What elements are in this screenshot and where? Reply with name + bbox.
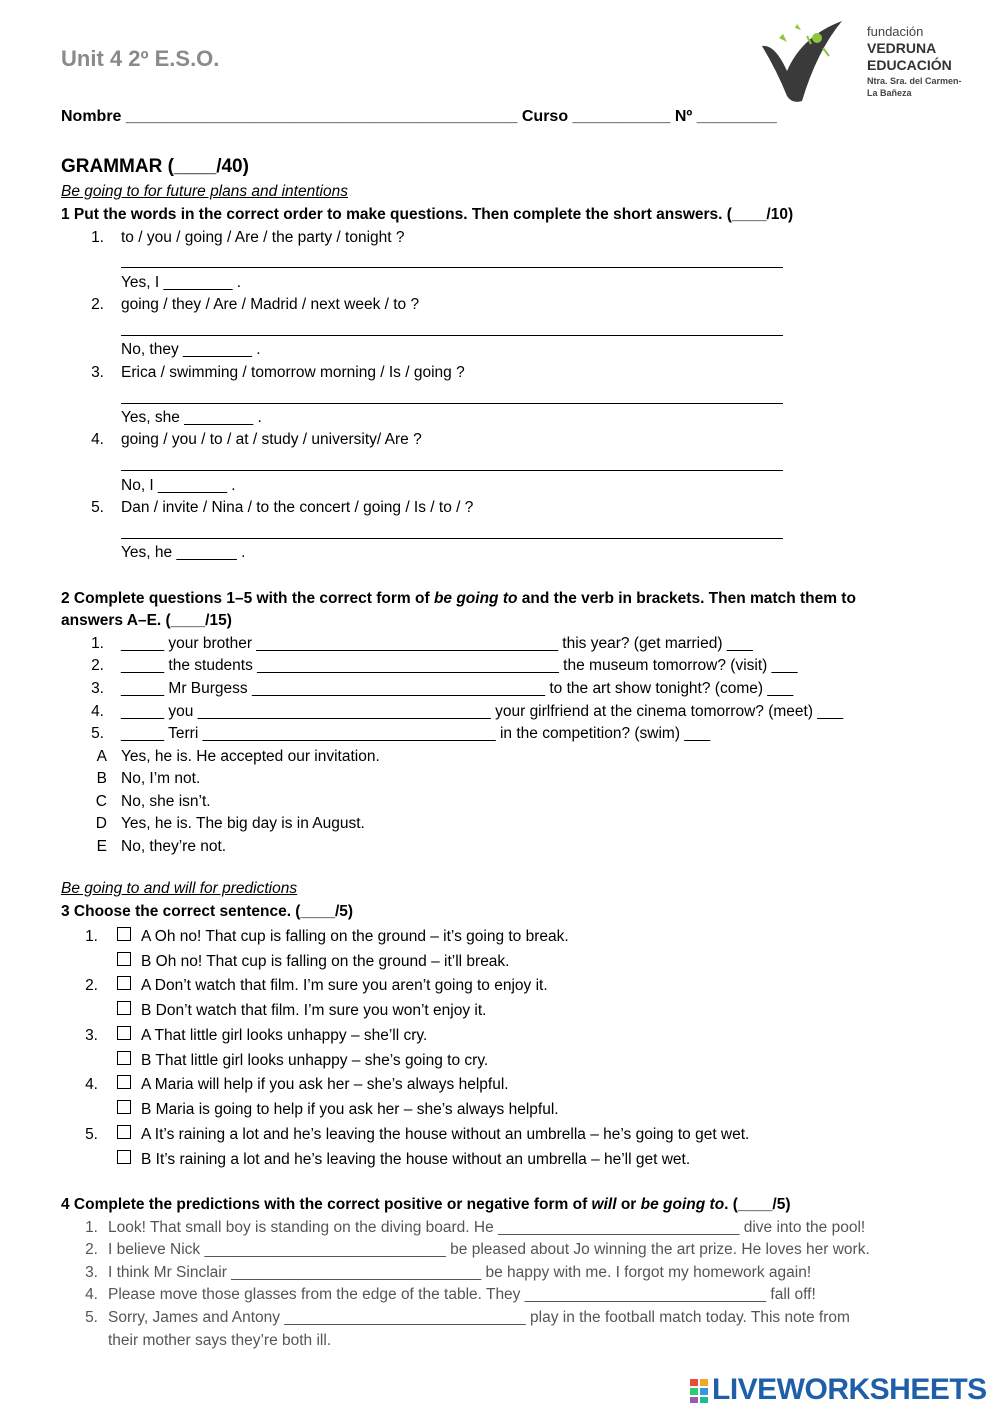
- answer-line[interactable]: [121, 470, 783, 471]
- option-b: B That little girl looks unhappy – she’s going to cry.: [141, 1052, 489, 1069]
- short-answer[interactable]: No, they ________ .: [121, 341, 261, 358]
- option-b: B Oh no! That cup is falling on the ground – it’ll break.: [141, 953, 510, 970]
- short-answer[interactable]: Yes, she ________ .: [121, 409, 262, 426]
- option-a: A Maria will help if you ask her – she’s always helpful.: [141, 1076, 509, 1093]
- option-a: A Don’t watch that film. I’m sure you aren’t going to enjoy it.: [141, 977, 548, 994]
- answer-letter: E: [96, 838, 107, 855]
- unit-title: Unit 4 2º E.S.O.: [61, 46, 220, 71]
- item-number: 4.: [91, 431, 104, 448]
- answer-letter: B: [96, 770, 107, 787]
- checkbox[interactable]: [117, 1026, 131, 1040]
- answer-option: Yes, he is. He accepted our invitation.: [121, 748, 380, 765]
- item-number: 2.: [85, 977, 98, 994]
- short-answer[interactable]: No, I ________ .: [121, 477, 236, 494]
- answer-letter: A: [96, 748, 107, 765]
- item-number: 1.: [91, 635, 104, 652]
- logo-line-4: Ntra. Sra. del Carmen-: [867, 76, 962, 86]
- answer-option: No, I’m not.: [121, 770, 201, 787]
- item-number: 2.: [91, 657, 104, 674]
- short-answer[interactable]: Yes, he _______ .: [121, 544, 246, 561]
- item-prompt: going / they / Are / Madrid / next week / to ?: [121, 296, 420, 313]
- option-b: B It’s raining a lot and he’s leaving the house without an umbrella – he’ll get wet.: [141, 1151, 691, 1168]
- grammar-title: GRAMMAR (____/40): [61, 156, 249, 177]
- logo-line-5: La Bañeza: [867, 88, 912, 98]
- checkbox[interactable]: [117, 952, 131, 966]
- item-number: 3.: [91, 680, 104, 697]
- checkbox[interactable]: [117, 1150, 131, 1164]
- item-number: 3.: [91, 364, 104, 381]
- item-number: 5.: [85, 1126, 98, 1143]
- logo-line-1: fundación: [867, 24, 924, 39]
- prediction-sentence[interactable]: Look! That small boy is standing on the diving board. He ____________________________ dive into the pool!: [108, 1219, 866, 1236]
- option-a: A That little girl looks unhappy – she’ll cry.: [141, 1027, 428, 1044]
- section2-instruction-a: 2 Complete questions 1–5 with the correct form of: [61, 590, 434, 607]
- option-a: A Oh no! That cup is falling on the ground – it’s going to break.: [141, 928, 569, 945]
- checkbox[interactable]: [117, 927, 131, 941]
- section4-instruction-a: 4 Complete the predictions with the correct positive or negative form of: [61, 1196, 592, 1213]
- item-prompt: Erica / swimming / tomorrow morning / Is / going ?: [121, 364, 465, 381]
- section4-instruction-em1: will: [591, 1196, 617, 1213]
- checkbox[interactable]: [117, 1075, 131, 1089]
- option-a: A It’s raining a lot and he’s leaving the house without an umbrella – he’s going to get wet.: [141, 1126, 750, 1143]
- item-number: 1.: [91, 229, 104, 246]
- prediction-sentence[interactable]: I believe Nick ____________________________ be pleased about Jo winning the art prize. He loves her work.: [108, 1241, 870, 1258]
- section1-instruction: 1 Put the words in the correct order to make questions. Then complete the short answers. (____/10): [61, 206, 794, 223]
- section2-instruction-em: be going to: [433, 590, 518, 607]
- item-number: 1.: [85, 928, 98, 945]
- section2-question[interactable]: _____ Mr Burgess __________________________________ to the art show tonight? (come) ___: [121, 680, 794, 697]
- prediction-sentence[interactable]: I think Mr Sinclair _____________________________ be happy with me. I forgot my homework again!: [108, 1264, 812, 1281]
- vedruna-check-icon: [757, 16, 857, 106]
- answer-line[interactable]: [121, 403, 783, 404]
- item-number: 4.: [85, 1076, 98, 1093]
- checkbox[interactable]: [117, 1125, 131, 1139]
- answer-option: No, they’re not.: [121, 838, 227, 855]
- item-number: 5.: [85, 1309, 98, 1326]
- answer-line[interactable]: [121, 538, 783, 539]
- logo-line-3: EDUCACIÓN: [867, 57, 952, 73]
- prediction-sentence-continued: their mother says they’re both ill.: [108, 1332, 332, 1349]
- answer-line[interactable]: [121, 335, 783, 336]
- checkbox[interactable]: [117, 976, 131, 990]
- section2-instruction-line2: answers A–E. (____/15): [61, 612, 232, 629]
- section4-instruction-em2: be going to: [640, 1196, 725, 1213]
- item-number: 3.: [85, 1264, 98, 1281]
- prediction-sentence[interactable]: Please move those glasses from the edge of the table. They ____________________________ fall off!: [108, 1286, 816, 1303]
- section2-question[interactable]: _____ your brother ___________________________________ this year? (get married) ___: [121, 635, 753, 652]
- item-prompt: Dan / invite / Nina / to the concert / going / Is / to / ?: [121, 499, 474, 516]
- prediction-sentence[interactable]: Sorry, James and Antony ____________________________ play in the football match today. This note from: [108, 1309, 850, 1326]
- logo-line-2: VEDRUNA: [867, 40, 937, 56]
- name-course-line[interactable]: Nombre ____________________________________________ Curso ___________ Nº _________: [61, 108, 777, 125]
- vedruna-logo: [757, 16, 967, 106]
- section4-instruction: [61, 1196, 791, 1214]
- section2-instruction: [61, 590, 856, 608]
- option-b: B Maria is going to help if you ask her – she’s always helpful.: [141, 1101, 559, 1118]
- item-number: 2.: [85, 1241, 98, 1258]
- answer-option: Yes, he is. The big day is in August.: [121, 815, 365, 832]
- item-prompt: going / you / to / at / study / university/ Are ?: [121, 431, 422, 448]
- item-number: 1.: [85, 1219, 98, 1236]
- answer-letter: C: [95, 793, 107, 810]
- item-number: 2.: [91, 296, 104, 313]
- section2-question[interactable]: _____ Terri __________________________________ in the competition? (swim) ___: [121, 725, 711, 742]
- section2-instruction-b: and the verb in brackets. Then match them to: [517, 590, 856, 607]
- answer-option: No, she isn’t.: [121, 793, 211, 810]
- item-number: 3.: [85, 1027, 98, 1044]
- checkbox[interactable]: [117, 1051, 131, 1065]
- answer-letter: D: [95, 815, 107, 832]
- section4-instruction-b: . (____/5): [724, 1196, 791, 1213]
- checkbox[interactable]: [117, 1001, 131, 1015]
- liveworksheets-brand: LIVEWORKSHEETS: [712, 1373, 987, 1406]
- item-number: 4.: [85, 1286, 98, 1303]
- liveworksheets-icon: [690, 1379, 708, 1403]
- option-b: B Don’t watch that film. I’m sure you won’t enjoy it.: [141, 1002, 487, 1019]
- item-number: 5.: [91, 725, 104, 742]
- section4-instruction-mid: or: [616, 1196, 641, 1213]
- item-number: 4.: [91, 703, 104, 720]
- section2-question[interactable]: _____ the students ___________________________________ the museum tomorrow? (visit) ___: [121, 657, 798, 674]
- section3-subheading: Be going to and will for predictions: [61, 880, 298, 897]
- item-number: 5.: [91, 499, 104, 516]
- section1-subheading: Be going to for future plans and intentions: [61, 183, 348, 200]
- liveworksheets-logo: [690, 1373, 990, 1409]
- item-prompt: to / you / going / Are / the party / tonight ?: [121, 229, 405, 246]
- section3-instruction: 3 Choose the correct sentence. (____/5): [61, 903, 354, 920]
- short-answer[interactable]: Yes, I ________ .: [121, 274, 242, 291]
- section2-question[interactable]: _____ you __________________________________ your girlfriend at the cinema tomorrow? (meet) ___: [121, 703, 844, 720]
- answer-line[interactable]: [121, 267, 783, 268]
- checkbox[interactable]: [117, 1100, 131, 1114]
